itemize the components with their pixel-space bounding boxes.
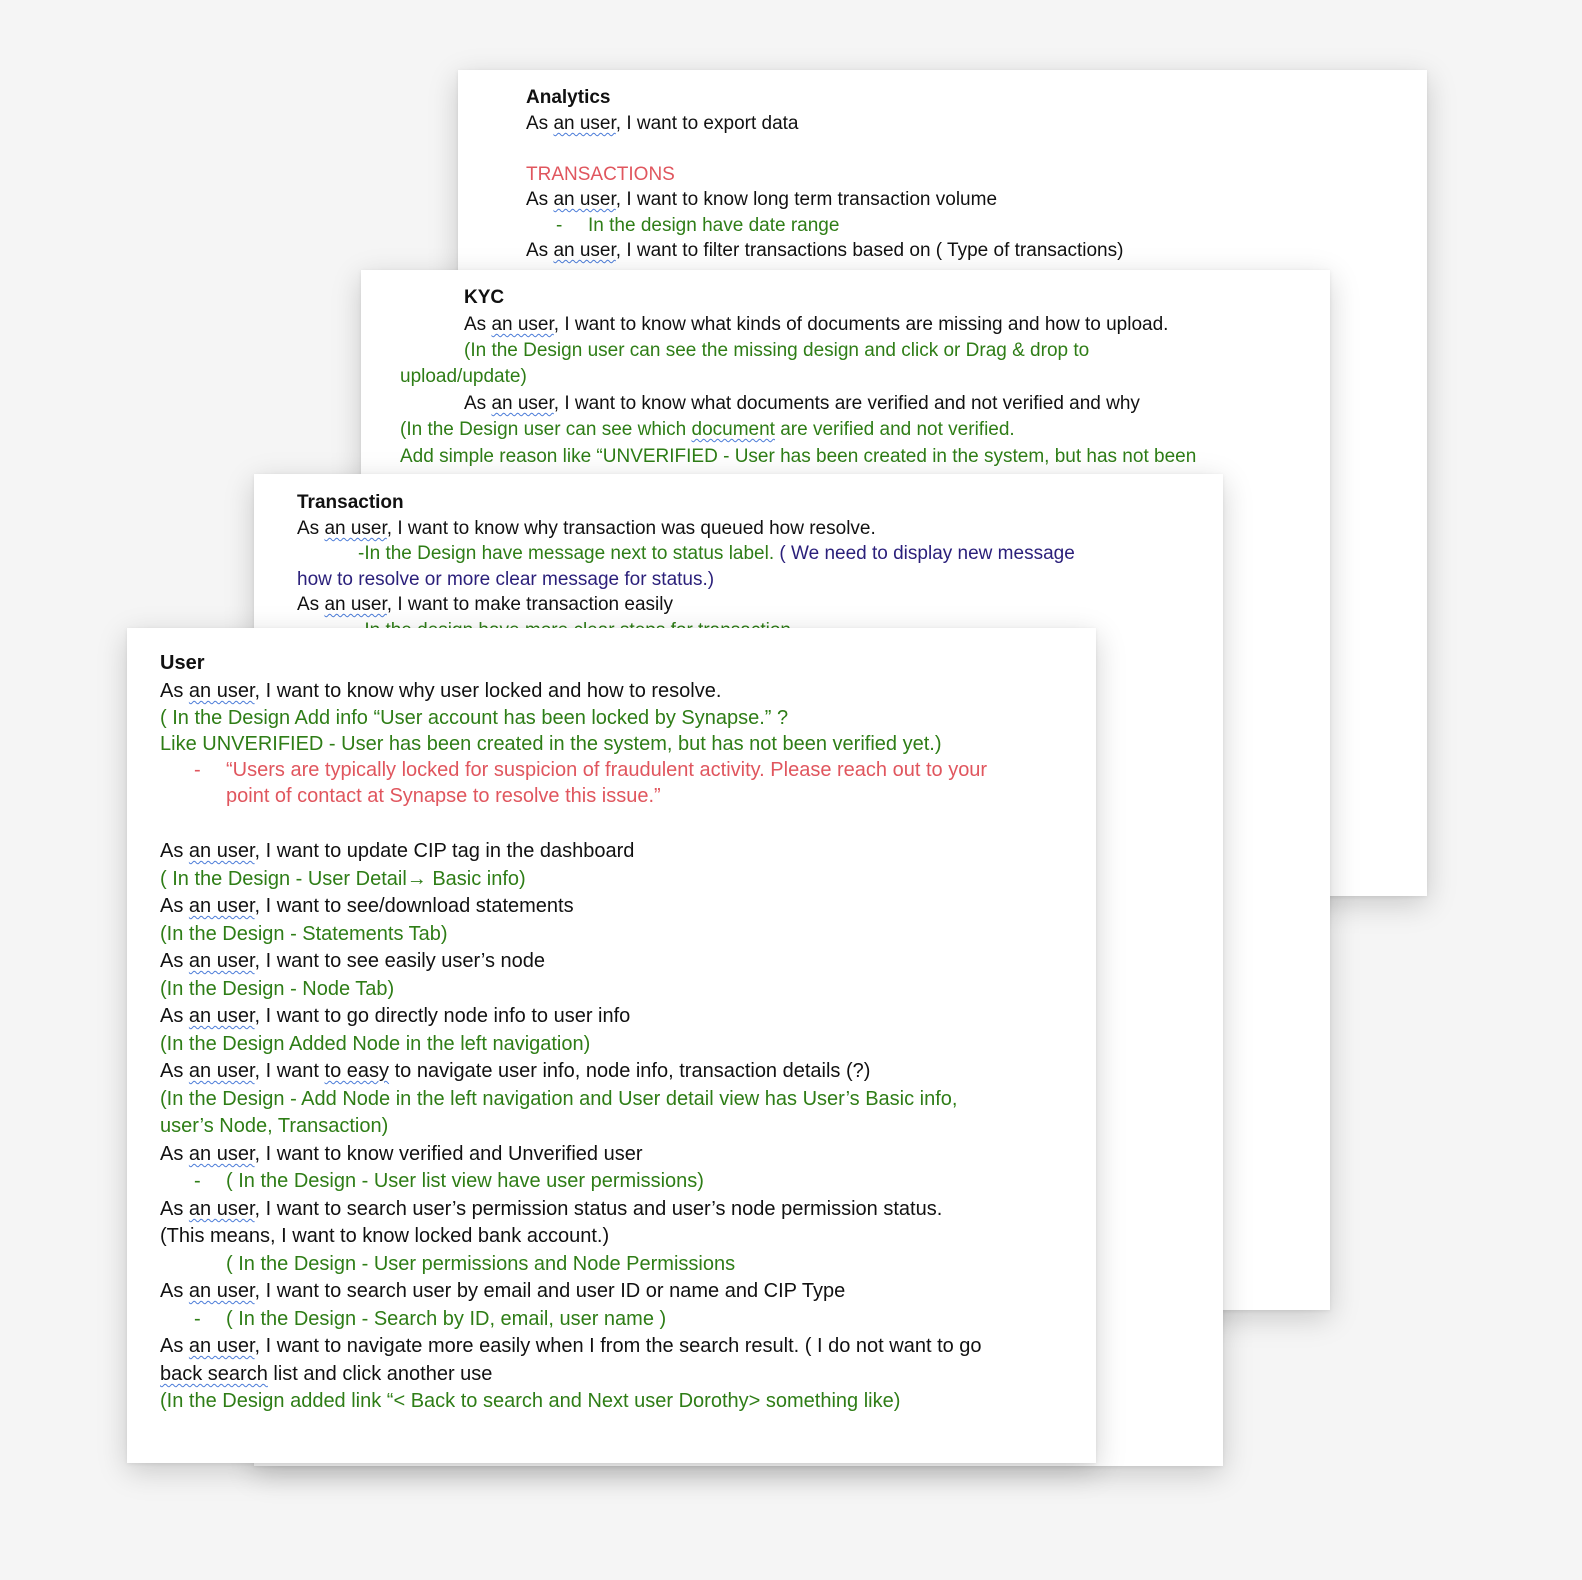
design-note: (In the Design - Add Node in the left navigation and User detail view has User’s Basic info, [160, 1088, 958, 1110]
design-note: (In the Design Added Node in the left navigation) [160, 1033, 591, 1055]
story-line: As an user, I want to make transaction easily [297, 594, 673, 615]
bullet-dash: - [194, 759, 201, 781]
design-note: Like UNVERIFIED - User has been created in the system, but has not been verified yet.) [160, 733, 942, 755]
design-note: user’s Node, Transaction) [160, 1115, 389, 1137]
story-line: (This means, I want to know locked bank account.) [160, 1225, 610, 1247]
story-line: As an user, I want to navigate more easily when I from the search result. ( I do not want to go [160, 1335, 982, 1357]
spellcheck-underline: document [691, 419, 775, 440]
story-line: As an user, I want to know what kinds of documents are missing and how to upload. [464, 314, 1169, 335]
spellcheck-underline: an user [188, 1280, 255, 1302]
spellcheck-underline: an user [188, 1143, 255, 1165]
design-note: ( In the Design - User Detail→ Basic info) [160, 868, 526, 890]
spellcheck-underline: an user [188, 1005, 255, 1027]
spellcheck-underline: to easy [324, 1060, 390, 1082]
design-note: ( In the Design Add info “User account has been locked by Synapse.” ? [160, 707, 789, 729]
bullet-dash: - [194, 1308, 201, 1330]
spellcheck-underline: back search [160, 1363, 268, 1385]
bullet-dash: - [194, 1170, 201, 1192]
locked-message-quote: point of contact at Synapse to resolve this issue.” [226, 785, 661, 807]
spellcheck-underline: an user [188, 1198, 255, 1220]
locked-message-quote: “Users are typically locked for suspicion of fraudulent activity. Please reach out to your [226, 759, 988, 781]
spellcheck-underline: an user [188, 950, 255, 972]
spellcheck-underline: an user [491, 314, 554, 335]
story-line: back search list and click another use [160, 1363, 493, 1385]
story-line: As an user, I want to export data [526, 113, 799, 134]
spellcheck-underline: an user [188, 895, 255, 917]
story-line: As an user, I want to filter transactions based on ( Type of transactions) [526, 240, 1124, 261]
spellcheck-underline: an user [188, 1060, 255, 1082]
design-note: (In the Design added link “< Back to search and Next user Dorothy> something like) [160, 1390, 901, 1412]
story-line: As an user, I want to know what documents are verified and not verified and why [464, 393, 1140, 414]
design-note: (In the Design - Statements Tab) [160, 923, 448, 945]
story-line: As an user, I want to see/download statements [160, 895, 574, 917]
bullet-dash: - [556, 215, 563, 236]
heading-user: User [160, 652, 205, 674]
design-note: ( In the Design - User permissions and Node Permissions [226, 1253, 736, 1275]
document-page-user [127, 628, 1096, 1463]
spellcheck-underline: an user [553, 113, 616, 134]
story-line: As an user, I want to easy to navigate user info, node info, transaction details (?) [160, 1060, 871, 1082]
spellcheck-underline: an user [324, 594, 387, 615]
story-line: As an user, I want to update CIP tag in the dashboard [160, 840, 635, 862]
design-note: upload/update) [400, 366, 527, 387]
heading-kyc: KYC [464, 287, 505, 308]
story-line: As an user, I want to see easily user’s node [160, 950, 546, 972]
story-line: As an user, I want to know why user locked and how to resolve. [160, 680, 722, 702]
design-note: (In the Design user can see the missing design and click or Drag & drop to [464, 340, 1090, 361]
section-title-transactions: TRANSACTIONS [526, 164, 675, 185]
story-line: As an user, I want to know long term transaction volume [526, 189, 998, 210]
spellcheck-underline: an user [188, 1335, 255, 1357]
design-note: In the design have date range [588, 215, 840, 236]
story-line: As an user, I want to know verified and Unverified user [160, 1143, 643, 1165]
story-line: As an user, I want to go directly node info to user info [160, 1005, 631, 1027]
spellcheck-underline: an user [553, 240, 616, 261]
spellcheck-underline: an user [188, 840, 255, 862]
design-note: ( In the Design - User list view have user permissions) [226, 1170, 704, 1192]
spellcheck-underline: an user [188, 680, 255, 702]
design-note: ( In the Design - Search by ID, email, user name ) [226, 1308, 667, 1330]
design-note: (In the Design user can see which document are verified and not verified. [400, 419, 1015, 440]
design-note: Add simple reason like “UNVERIFIED - User has been created in the system, but has not been [400, 446, 1197, 467]
spellcheck-underline: an user [324, 518, 387, 539]
design-note: (In the Design - Node Tab) [160, 978, 395, 1000]
heading-analytics: Analytics [526, 87, 611, 108]
spellcheck-underline: an user [553, 189, 616, 210]
design-note: -In the Design have message next to status label. ( We need to display new message [358, 543, 1075, 564]
story-line: As an user, I want to search user’s permission status and user’s node permission status. [160, 1198, 943, 1220]
story-line: As an user, I want to search user by email and user ID or name and CIP Type [160, 1280, 846, 1302]
spellcheck-underline: an user [491, 393, 554, 414]
design-note: how to resolve or more clear message for status.) [297, 569, 715, 590]
story-line: As an user, I want to know why transaction was queued how resolve. [297, 518, 876, 539]
heading-transaction: Transaction [297, 492, 404, 513]
